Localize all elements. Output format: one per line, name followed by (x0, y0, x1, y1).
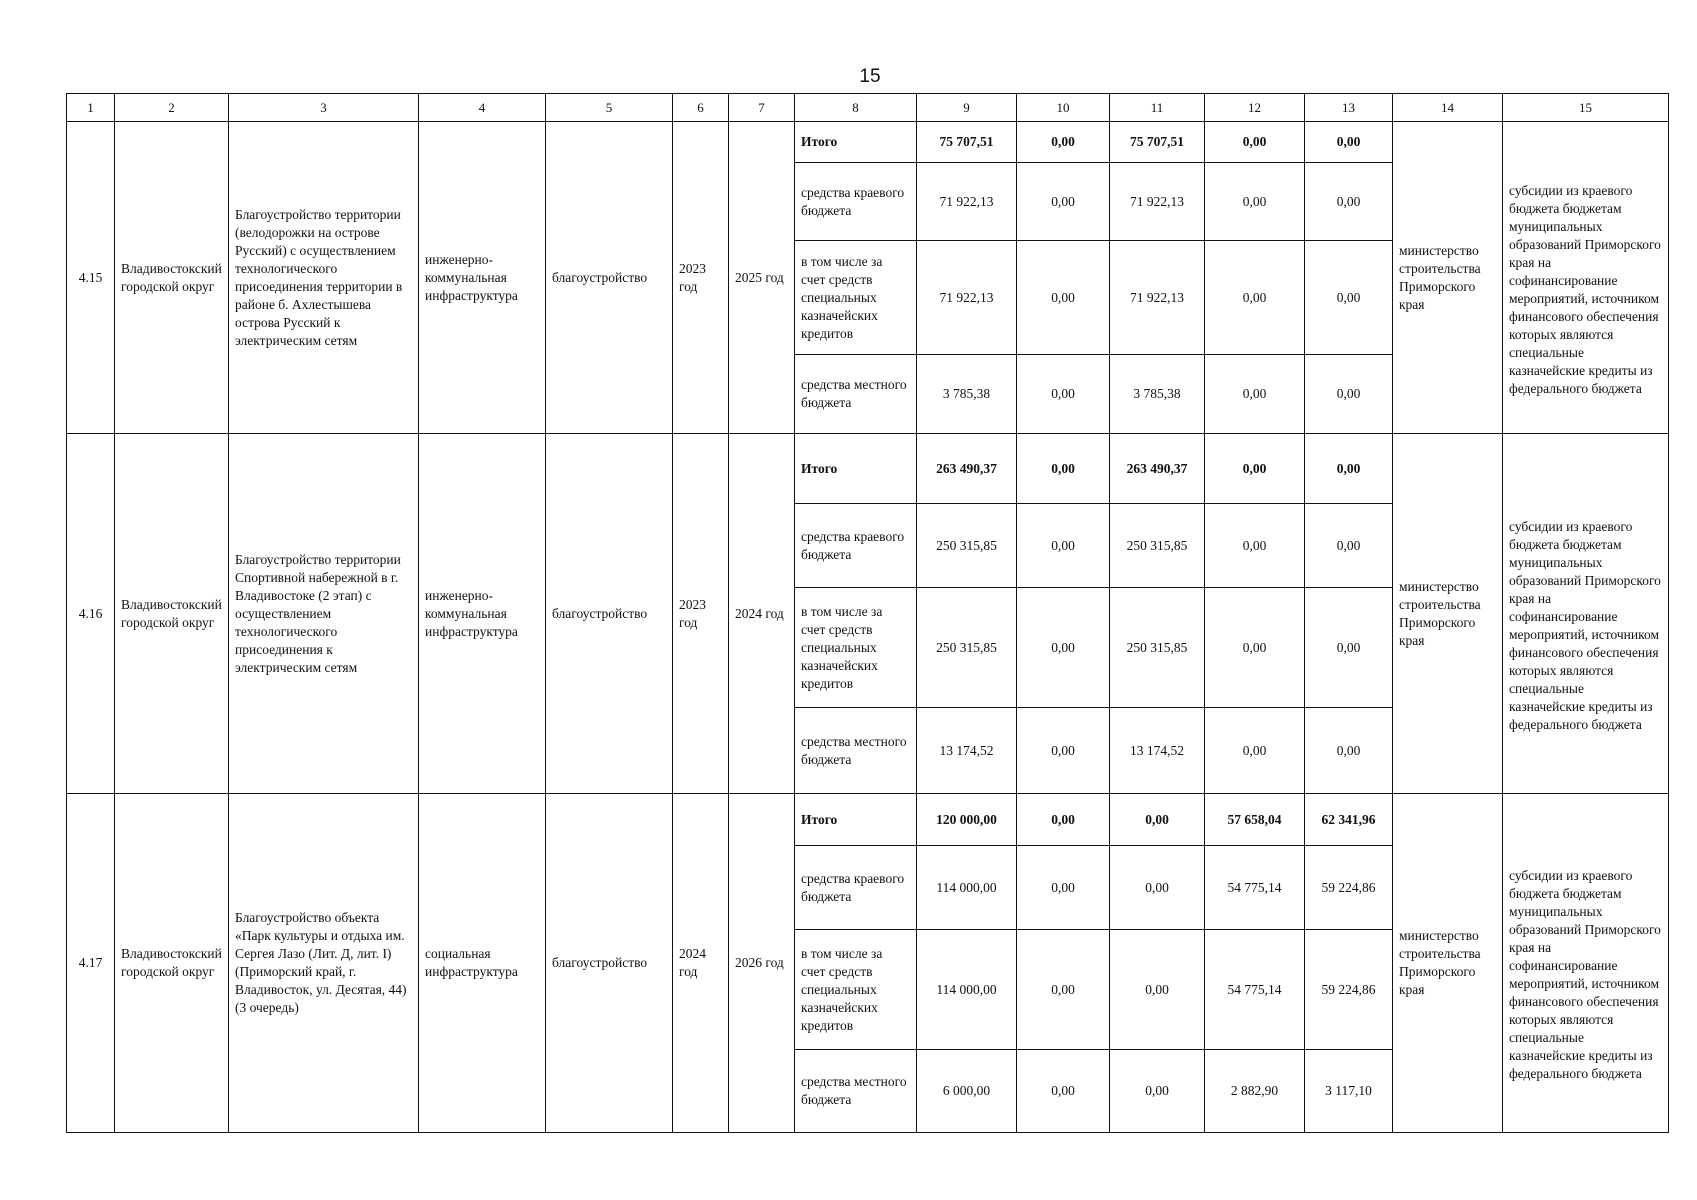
column-header: 7 (729, 94, 795, 122)
infrastructure-cell: инженерно-коммунальная инфраструктура (419, 122, 546, 434)
funding-source-cell: в том числе за счет средств специальных казначейских кредитов (795, 588, 917, 708)
object-name-cell: Благоустройство объекта «Парк культуры и отдыха им. Сергея Лазо (Лит. Д, лит. I) (Приморский край, г. Владивосток, ул. Десятая, 44)(3 очередь) (229, 794, 419, 1133)
table-row (67, 794, 1669, 846)
column-header: 13 (1305, 94, 1393, 122)
value-cell: 0,00 (1205, 163, 1305, 241)
value-cell: 0,00 (1017, 794, 1110, 846)
value-cell: 0,00 (1017, 241, 1110, 355)
value-cell: 0,00 (1017, 434, 1110, 504)
note-cell: субсидии из краевого бюджета бюджетам муниципальных образований Приморского края на софинансирование мероприятий, источником финансового обеспечения которых являются специальные казначейские кредиты из федерального бюджета (1503, 122, 1669, 434)
value-cell: 0,00 (1305, 163, 1393, 241)
value-cell: 54 775,14 (1205, 930, 1305, 1050)
value-cell: 120 000,00 (917, 794, 1017, 846)
funding-source-cell: средства краевого бюджета (795, 504, 917, 588)
value-cell: 0,00 (1017, 355, 1110, 434)
value-cell: 0,00 (1205, 708, 1305, 794)
responsible-cell: министерство строительства Приморского края (1393, 122, 1503, 434)
value-cell: 263 490,37 (917, 434, 1017, 504)
value-cell: 0,00 (1305, 504, 1393, 588)
value-cell: 0,00 (1017, 588, 1110, 708)
value-cell: 0,00 (1305, 434, 1393, 504)
end-year-cell: 2024 год (729, 434, 795, 794)
type-cell: благоустройство (546, 434, 673, 794)
value-cell: 71 922,13 (917, 163, 1017, 241)
value-cell: 0,00 (1305, 708, 1393, 794)
column-header: 9 (917, 94, 1017, 122)
value-cell: 0,00 (1017, 846, 1110, 930)
value-cell: 0,00 (1017, 1050, 1110, 1133)
value-cell: 0,00 (1110, 1050, 1205, 1133)
value-cell: 250 315,85 (917, 588, 1017, 708)
value-cell: 0,00 (1110, 846, 1205, 930)
value-cell: 71 922,13 (1110, 241, 1205, 355)
value-cell: 0,00 (1110, 930, 1205, 1050)
end-year-cell: 2026 год (729, 794, 795, 1133)
column-header: 11 (1110, 94, 1205, 122)
funding-source-cell: средства краевого бюджета (795, 163, 917, 241)
start-year-cell: 2024 год (673, 794, 729, 1133)
page-number: 15 (859, 66, 881, 87)
value-cell: 0,00 (1110, 794, 1205, 846)
type-cell: благоустройство (546, 122, 673, 434)
value-cell: 13 174,52 (1110, 708, 1205, 794)
value-cell: 263 490,37 (1110, 434, 1205, 504)
value-cell: 0,00 (1017, 122, 1110, 163)
value-cell: 250 315,85 (917, 504, 1017, 588)
end-year-cell: 2025 год (729, 122, 795, 434)
column-header: 3 (229, 94, 419, 122)
funding-source-cell: Итого (795, 122, 917, 163)
column-header: 6 (673, 94, 729, 122)
column-header: 5 (546, 94, 673, 122)
table-row (67, 122, 1669, 163)
value-cell: 0,00 (1305, 355, 1393, 434)
value-cell: 0,00 (1205, 504, 1305, 588)
start-year-cell: 2023 год (673, 122, 729, 434)
note-cell: субсидии из краевого бюджета бюджетам муниципальных образований Приморского края на софинансирование мероприятий, источником финансового обеспечения которых являются специальные казначейские кредиты из федерального бюджета (1503, 794, 1669, 1133)
column-header: 2 (115, 94, 229, 122)
value-cell: 57 658,04 (1205, 794, 1305, 846)
value-cell: 71 922,13 (917, 241, 1017, 355)
item-number: 4.15 (67, 122, 115, 434)
value-cell: 71 922,13 (1110, 163, 1205, 241)
value-cell: 59 224,86 (1305, 930, 1393, 1050)
value-cell: 0,00 (1305, 241, 1393, 355)
value-cell: 114 000,00 (917, 846, 1017, 930)
value-cell: 3 117,10 (1305, 1050, 1393, 1133)
value-cell: 250 315,85 (1110, 504, 1205, 588)
column-header: 12 (1205, 94, 1305, 122)
item-number: 4.17 (67, 794, 115, 1133)
column-header: 15 (1503, 94, 1669, 122)
column-header: 1 (67, 94, 115, 122)
infrastructure-cell: социальная инфраструктура (419, 794, 546, 1133)
column-header: 8 (795, 94, 917, 122)
object-name-cell: Благоустройство территории (велодорожки на острове Русский) с осуществлением технологического присоединения территории в районе б. Ахлестышева острова Русский к электрическим сетям (229, 122, 419, 434)
funding-source-cell: средства краевого бюджета (795, 846, 917, 930)
funding-source-cell: в том числе за счет средств специальных казначейских кредитов (795, 930, 917, 1050)
column-header: 10 (1017, 94, 1110, 122)
value-cell: 3 785,38 (917, 355, 1017, 434)
value-cell: 0,00 (1017, 504, 1110, 588)
note-cell: субсидии из краевого бюджета бюджетам муниципальных образований Приморского края на софинансирование мероприятий, источником финансового обеспечения которых являются специальные казначейские кредиты из федерального бюджета (1503, 434, 1669, 794)
value-cell: 0,00 (1205, 588, 1305, 708)
infrastructure-cell: инженерно-коммунальная инфраструктура (419, 434, 546, 794)
object-name-cell: Благоустройство территории Спортивной набережной в г. Владивостоке (2 этап) с осуществлением технологического присоединения к электрическим сетям (229, 434, 419, 794)
column-header: 4 (419, 94, 546, 122)
funding-source-cell: Итого (795, 434, 917, 504)
value-cell: 75 707,51 (917, 122, 1017, 163)
value-cell: 59 224,86 (1305, 846, 1393, 930)
value-cell: 0,00 (1017, 708, 1110, 794)
type-cell: благоустройство (546, 794, 673, 1133)
investment-table (66, 93, 1669, 1133)
value-cell: 250 315,85 (1110, 588, 1205, 708)
value-cell: 0,00 (1205, 355, 1305, 434)
funding-source-cell: Итого (795, 794, 917, 846)
funding-source-cell: средства местного бюджета (795, 708, 917, 794)
municipality-cell: Владивостокский городской округ (115, 122, 229, 434)
value-cell: 0,00 (1205, 434, 1305, 504)
value-cell: 62 341,96 (1305, 794, 1393, 846)
value-cell: 0,00 (1305, 122, 1393, 163)
item-number: 4.16 (67, 434, 115, 794)
column-header: 14 (1393, 94, 1503, 122)
value-cell: 3 785,38 (1110, 355, 1205, 434)
start-year-cell: 2023 год (673, 434, 729, 794)
municipality-cell: Владивостокский городской округ (115, 794, 229, 1133)
value-cell: 0,00 (1205, 241, 1305, 355)
value-cell: 2 882,90 (1205, 1050, 1305, 1133)
column-number-row (67, 94, 1669, 122)
value-cell: 6 000,00 (917, 1050, 1017, 1133)
value-cell: 13 174,52 (917, 708, 1017, 794)
responsible-cell: министерство строительства Приморского края (1393, 434, 1503, 794)
value-cell: 0,00 (1017, 163, 1110, 241)
funding-source-cell: в том числе за счет средств специальных казначейских кредитов (795, 241, 917, 355)
municipality-cell: Владивостокский городской округ (115, 434, 229, 794)
value-cell: 54 775,14 (1205, 846, 1305, 930)
value-cell: 114 000,00 (917, 930, 1017, 1050)
value-cell: 0,00 (1017, 930, 1110, 1050)
value-cell: 0,00 (1305, 588, 1393, 708)
value-cell: 0,00 (1205, 122, 1305, 163)
funding-source-cell: средства местного бюджета (795, 1050, 917, 1133)
table-row (67, 434, 1669, 504)
value-cell: 75 707,51 (1110, 122, 1205, 163)
responsible-cell: министерство строительства Приморского края (1393, 794, 1503, 1133)
funding-source-cell: средства местного бюджета (795, 355, 917, 434)
